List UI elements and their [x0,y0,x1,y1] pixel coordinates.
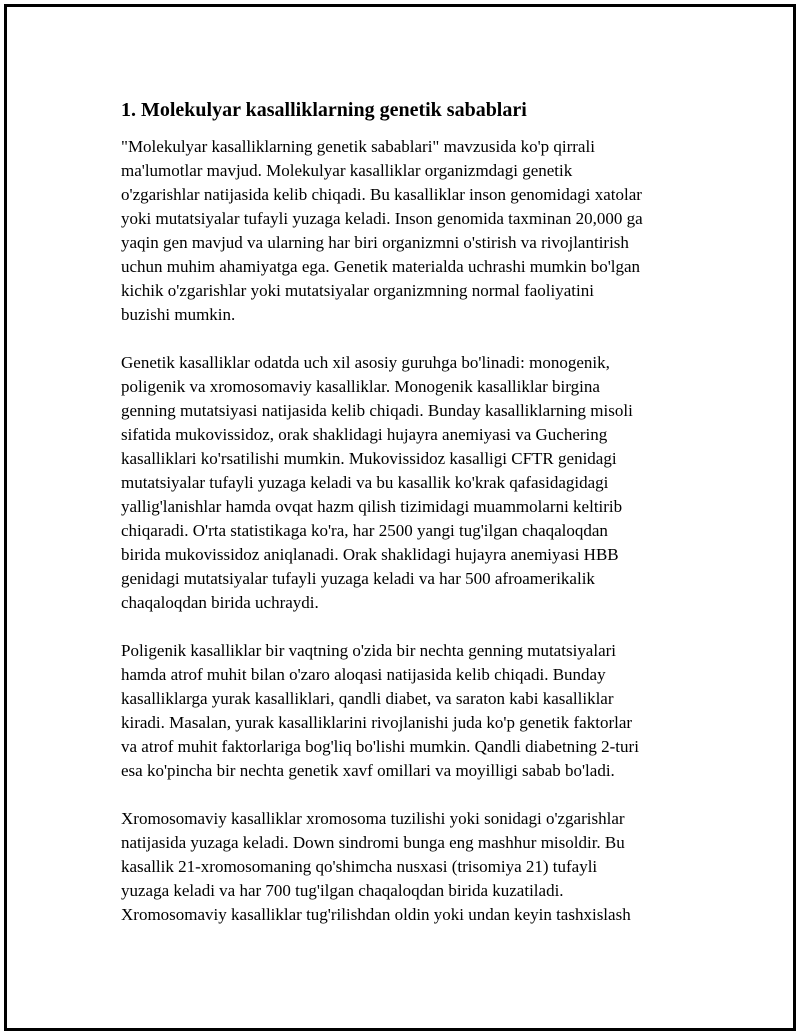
paragraph-line: poligenik va xromosomaviy kasalliklar. Monogenik kasalliklar birgina [121,377,600,396]
paragraph-line: Genetik kasalliklar odatda uch xil asosiy guruhga bo'linadi: monogenik, [121,353,610,372]
document-body [121,97,701,951]
paragraph-line: genning mutatsiyasi natijasida kelib chiqadi. Bunday kasalliklarning misoli [121,401,633,420]
paragraph-line: natijasida yuzaga keladi. Down sindromi bunga eng mashhur misoldir. Bu [121,833,625,852]
paragraph-line: yuzaga keladi va har 700 tug'ilgan chaqaloqdan birida kuzatiladi. [121,881,564,900]
paragraph-line: chiqaradi. O'rta statistikaga ko'ra, har 2500 yangi tug'ilgan chaqaloqdan [121,521,608,540]
paragraph-line: Poligenik kasalliklar bir vaqtning o'zida bir nechta genning mutatsiyalari [121,641,616,660]
paragraph-line: Xromosomaviy kasalliklar xromosoma tuzilishi yoki sonidagi o'zgarishlar [121,809,625,828]
paragraph-line: o'zgarishlar natijasida kelib chiqadi. Bu kasalliklar inson genomidagi xatolar [121,185,642,204]
paragraph-1 [121,135,701,327]
section-heading: 1. Molekulyar kasalliklarning genetik sabablari [121,99,527,121]
paragraph-line: buzishi mumkin. [121,305,236,324]
paragraph-line: sifatida mukovissidoz, orak shaklidagi hujayra anemiyasi va Guchering [121,425,608,444]
paragraph-line: va atrof muhit faktorlariga bog'liq bo'lishi mumkin. Qandli diabetning 2-turi [121,737,639,756]
paragraph-line: uchun muhim ahamiyatga ega. Genetik materialda uchrashi mumkin bo'lgan [121,257,641,276]
paragraph-line: genidagi mutatsiyalar tufayli yuzaga keladi va har 500 afroamerikalik [121,569,595,588]
paragraph-line: yoki mutatsiyalar tufayli yuzaga keladi. Inson genomida taxminan 20,000 ga [121,209,643,228]
paragraph-3 [121,639,701,783]
paragraph-line: chaqaloqdan birida uchraydi. [121,593,319,612]
paragraph-line: Xromosomaviy kasalliklar tug'rilishdan oldin yoki undan keyin tashxislash [121,905,631,924]
paragraph-4 [121,807,701,927]
paragraph-line: yallig'lanishlar hamda ovqat hazm qilish tizimidagi muammolarni keltirib [121,497,623,516]
paragraph-line: kasalliklari ko'rsatilishi mumkin. Mukovissidoz kasalligi CFTR genidagi [121,449,617,468]
paragraph-line: esa ko'pincha bir nechta genetik xavf omillari va moyilligi sabab bo'ladi. [121,761,615,780]
paragraphs-container [121,135,701,927]
page-frame [4,4,796,1031]
paragraph-line: birida mukovissidoz aniqlanadi. Orak shaklidagi hujayra anemiyasi HBB [121,545,619,564]
paragraph-line: kiradi. Masalan, yurak kasalliklarini rivojlanishi juda ko'p genetik faktorlar [121,713,633,732]
paragraph-line: "Molekulyar kasalliklarning genetik sabablari" mavzusida ko'p qirrali [121,137,595,156]
paragraph-line: hamda atrof muhit bilan o'zaro aloqasi natijasida kelib chiqadi. Bunday [121,665,606,684]
paragraph-line: yaqin gen mavjud va ularning har biri organizmni o'stirish va rivojlantirish [121,233,629,252]
paragraph-line: kasalliklarga yurak kasalliklari, qandli diabet, va saraton kabi kasalliklar [121,689,614,708]
paragraph-line: kichik o'zgarishlar yoki mutatsiyalar organizmning normal faoliyatini [121,281,594,300]
paragraph-2 [121,351,701,615]
paragraph-line: mutatsiyalar tufayli yuzaga keladi va bu kasallik ko'krak qafasidagidagi [121,473,609,492]
paragraph-line: kasallik 21-xromosomaning qo'shimcha nusxasi (trisomiya 21) tufayli [121,857,598,876]
paragraph-line: ma'lumotlar mavjud. Molekulyar kasalliklar organizmdagi genetik [121,161,573,180]
